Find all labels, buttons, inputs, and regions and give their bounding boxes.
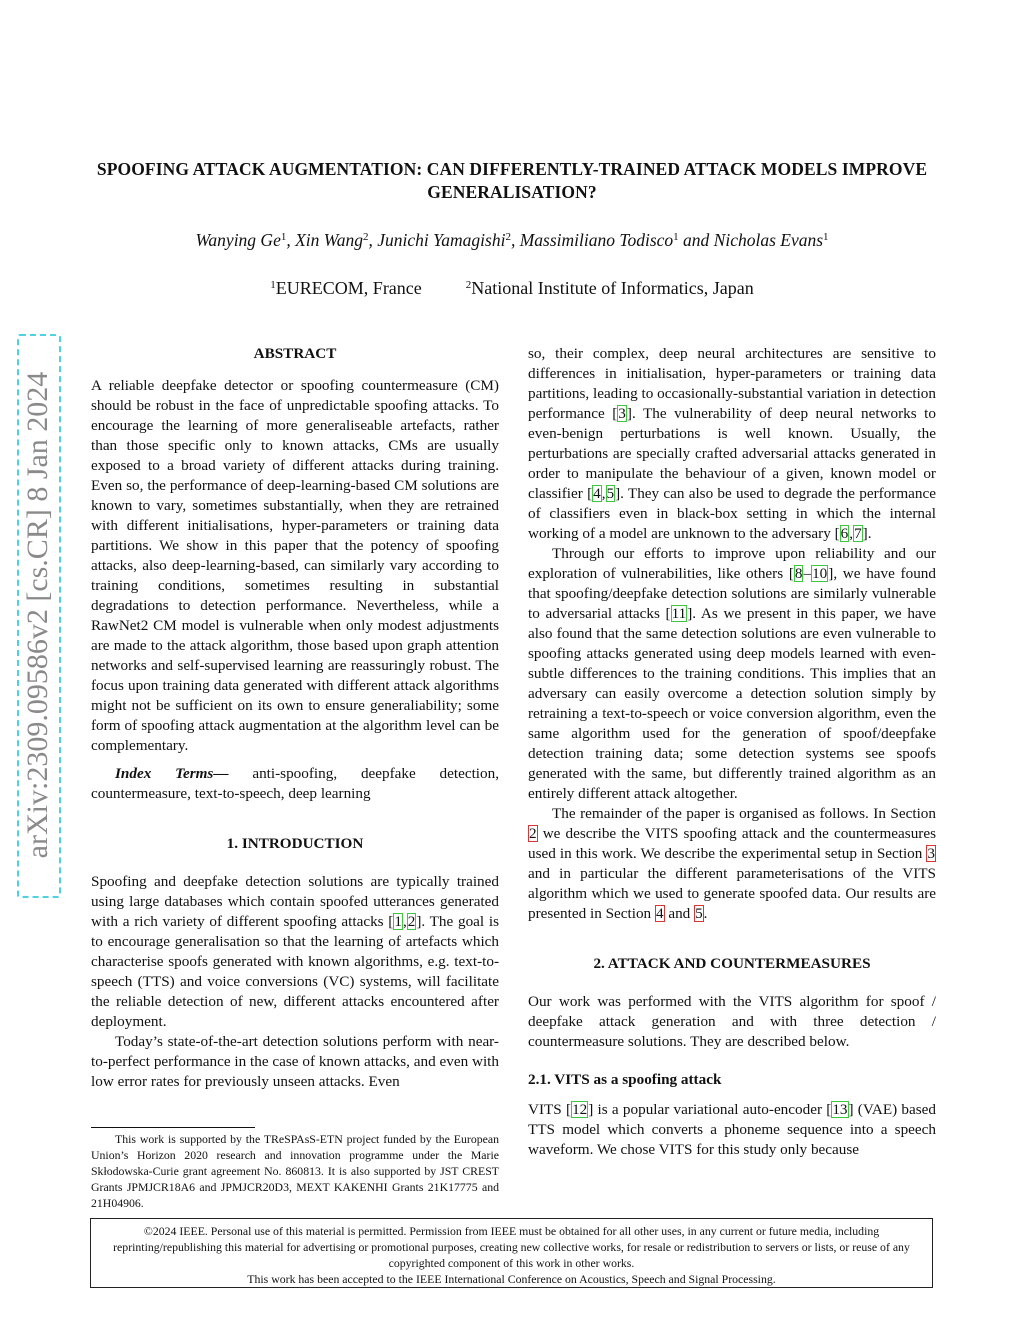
author-name: Wanying Ge (195, 230, 281, 250)
separator: , (368, 230, 378, 250)
text: we describe the VITS spoofing attack and the countermeasures used in this work. We describe the experimental setup in Section (528, 825, 936, 862)
citation-link[interactable]: 11 (671, 605, 687, 622)
abstract-heading: ABSTRACT (253, 345, 337, 362)
text: VITS [ (528, 1101, 572, 1118)
copyright-notice (90, 1218, 933, 1288)
body-paragraph (528, 1100, 936, 1160)
affiliation: EURECOM, France (275, 278, 422, 298)
author-name: Junichi Yamagishi (377, 230, 506, 250)
text: Through our efforts to improve upon reliability and our exploration of vulnerabilities, like others [ (528, 545, 936, 582)
citation-link[interactable]: 10 (812, 565, 828, 582)
text: , (601, 485, 606, 502)
text: ]. (862, 525, 872, 542)
separator: and (678, 230, 714, 250)
index-terms (91, 764, 499, 804)
affiliation-marker: 2 (505, 231, 511, 243)
citation-link[interactable]: 2 (407, 913, 416, 930)
text: ]. The vulnerability of deep neural networks to even-benign perturbations is well known. Usually, the perturbations are specially crafted adversarial attacks generated in order to manipulate the behaviour of a given, known model or classifier [ (528, 405, 936, 502)
author-name: Xin Wang (295, 230, 363, 250)
author-name: Massimiliano Todisco (519, 230, 674, 250)
paper-title: SPOOFING ATTACK AUGMENTATION: CAN DIFFERENTLY-TRAINED ATTACK MODELS IMPROVE GENERALISATION? (96, 159, 928, 202)
citation-link[interactable]: 12 (572, 1101, 588, 1118)
affiliations (60, 278, 964, 299)
affiliation-marker: 1 (823, 231, 829, 243)
separator: , (510, 230, 520, 250)
citation-link[interactable]: 1 (394, 913, 402, 930)
body-paragraph (528, 544, 936, 804)
section-link[interactable]: 3 (927, 845, 935, 862)
section-link[interactable]: 4 (655, 905, 664, 922)
affiliation-marker: 1 (673, 231, 679, 243)
subsection-heading: 2.1. VITS as a spoofing attack (528, 1071, 722, 1088)
author-list (60, 230, 964, 251)
citation-link[interactable]: 6 (840, 525, 849, 542)
text: ]. As we present in this paper, we have also found that the same detection solutions are even vulnerable to spoofing attacks generated using deep models learned with even-subtle differences to the training conditions. This implies that an adversary can easily overcome a detection solution simply by retraining a text-to-speech or voice conversion algorithm, even the same algorithm used for the generation of spoof/deepfake detection training data; some detection systems see spoofs generated with the same, but differently trained algorithm as an entirely different attack altogether. (528, 605, 936, 802)
citation-link[interactable]: 8 (794, 565, 803, 582)
footnote (91, 1131, 499, 1211)
acceptance-note: This work has been accepted to the IEEE International Conference on Acoustics, Speech and Signal Processing. (247, 1272, 776, 1286)
section-link[interactable]: 2 (529, 825, 537, 842)
body-paragraph (528, 344, 936, 544)
text: so, their complex, deep neural architectures are sensitive to differences in initialisation, hyper-parameters or training data partitions, leading to occasionally-substantial variation in detection performance [ (528, 345, 936, 422)
arxiv-identifier[interactable]: arXiv:2309.09586v2 [cs.CR] 8 Jan 2024 (21, 371, 54, 859)
text: ]. The goal is to encourage generalisation so that the learning of artefacts which characterise spoofs generated with known algorithms, e.g. text-to-speech (TTS) and voice conversions (VC) systems, will facilitate the reliable detection of new, different attacks encountered after deployment. (91, 913, 499, 1030)
citation-link[interactable]: 13 (832, 1101, 848, 1118)
text: and (664, 905, 695, 922)
intro-paragraph: Today’s state-of-the-art detection solutions perform with near-to-perfect performance in the case of known attacks, and even with low error rates for previously unseen attacks. Even (91, 1033, 499, 1090)
left-column (91, 344, 499, 1092)
arxiv-sidebar[interactable] (16, 334, 60, 896)
text: Spoofing and deepfake detection solutions are typically trained using large databases which contain spoofed utterances generated with a rich variety of different spoofing attacks [ (91, 873, 499, 930)
intro-paragraph (91, 872, 499, 1032)
abstract-text: A reliable deepfake detector or spoofing countermeasure (CM) should be robust in the face of unpredictable spoofing attacks. To encourage the learning of more generaliseable artefacts, rather than those specific only to known attacks, CMs are usually exposed to a broad variety of different attacks during training. Even so, the performance of deep-learning-based CM solutions are known to vary, sometimes substantially, when they are retrained with different initialisations, hyper-parameters or training data partitions. We show in this paper that the potency of spoofing attacks, also deep-learning-based, can similarly vary according to training conditions, sometimes resulting in substantial degradations to detection performance. Nevertheless, while a RawNet2 CM model is vulnerable when only modest adjustments are made to the attack algorithm, those based upon graph attention networks and self-supervised learning are reassuringly robust. The focus upon training data generated with different attack algorithms might not be sufficient on its own to ensure generaliability; some form of spoofing attack augmentation at the algorithm level can be complementary. (91, 377, 499, 754)
right-column (528, 344, 936, 1160)
affiliation-marker: 2 (363, 231, 369, 243)
affiliation: National Institute of Informatics, Japan (471, 278, 754, 298)
text: and in particular the different parameterisations of the VITS algorithm which we used to generate spoofed data. Our results are presented in Section (528, 865, 936, 922)
section-link[interactable]: 5 (695, 905, 703, 922)
index-terms-text: anti-spoofing, deepfake detection, countermeasure, text-to-speech, deep learning (91, 765, 500, 802)
text: ], we have found that spoofing/deepfake detection solutions are similarly vulnerable to adversarial attacks [ (528, 565, 936, 622)
body-paragraph: Our work was performed with the VITS algorithm for spoof / deepfake attack generation and with three detection / countermeasure solutions. They are described below. (528, 993, 936, 1050)
text: . (703, 905, 708, 922)
section-heading-attack: 2. ATTACK AND COUNTERMEASURES (593, 955, 871, 972)
citation-link[interactable]: 5 (606, 485, 615, 502)
affiliation-marker: 1 (270, 279, 276, 291)
text: – (803, 565, 812, 582)
footnote-rule (91, 1127, 255, 1128)
citation-link[interactable]: 3 (618, 405, 626, 422)
copyright-text: ©2024 IEEE. Personal use of this material is permitted. Permission from IEEE must be obtained for all other uses, in any current or future media, including reprinting/republishing this material for advertising or promotional purposes, creating new collective works, for resale or redistribution to servers or lists, or reuse of any copyrighted component of this work in other works. (113, 1224, 910, 1270)
affiliation-marker: 1 (280, 231, 287, 243)
separator: , (286, 230, 296, 250)
text: , (402, 913, 407, 930)
text: ]. They can also be used to degrade the performance of classifiers even in black-box setting in which the internal working of a model are unknown to the adversary [ (528, 485, 936, 542)
body-paragraph (528, 804, 936, 924)
index-terms-label: Index Terms— (115, 765, 229, 782)
affiliation-marker: 2 (465, 279, 472, 291)
text: ] is a popular variational auto-encoder [ (588, 1101, 832, 1118)
section-heading-introduction: 1. INTRODUCTION (226, 835, 364, 852)
footnote-text: This work is supported by the TReSPAsS-ETN project funded by the European Union’s Horizon 2020 research and innovation programme under the Marie Skłodowska-Curie grant agreement No. 860813. It is also supported by JST CREST Grants JPMJCR18A6 and JPMJCR20D3, MEXT KAKENHI Grants 21K17775 and 21H04906. (91, 1132, 499, 1210)
text: The remainder of the paper is organised as follows. In Section (552, 805, 936, 822)
text: , (849, 525, 854, 542)
text: ] (VAE) based TTS model which converts a phoneme sequence into a speech waveform. We chose VITS for this study only because (528, 1101, 936, 1158)
author-name: Nicholas Evans (713, 230, 824, 250)
citation-link[interactable]: 4 (593, 485, 601, 502)
citation-link[interactable]: 7 (854, 525, 862, 542)
